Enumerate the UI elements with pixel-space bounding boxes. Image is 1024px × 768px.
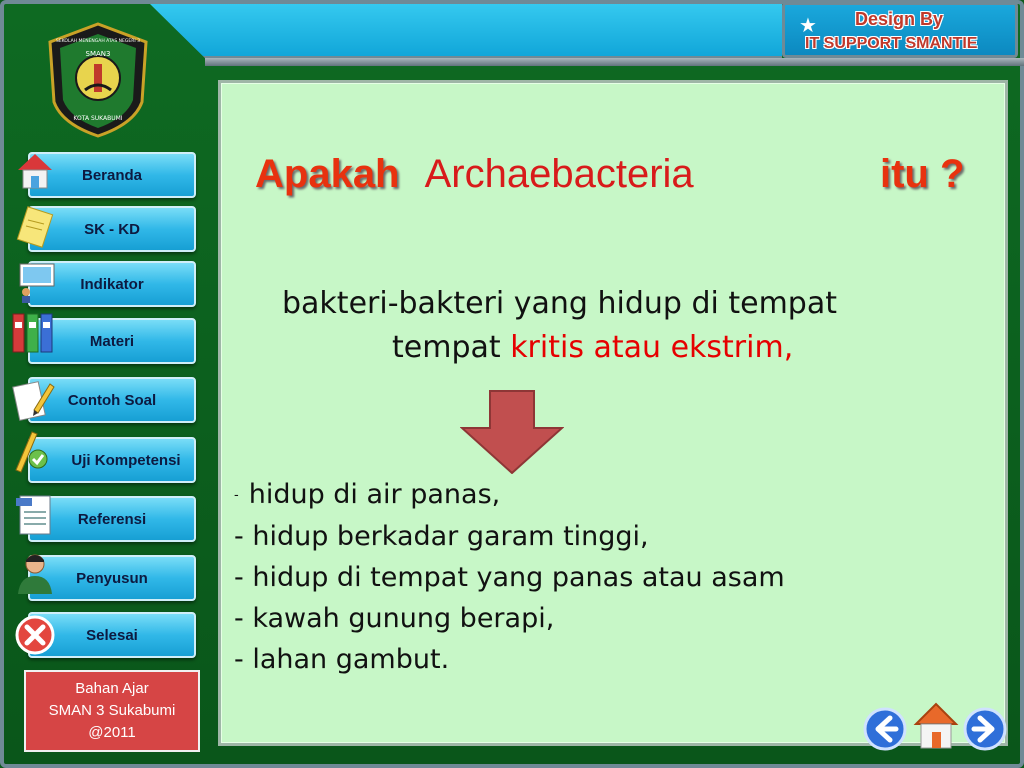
menu-label: Materi xyxy=(89,332,135,350)
habitat-list xyxy=(234,474,974,680)
menu-label: Beranda xyxy=(81,166,143,184)
school-logo xyxy=(38,20,158,140)
list-item xyxy=(234,516,974,557)
list-item xyxy=(234,639,974,680)
definition-line2-red: kritis atau ekstrim, xyxy=(510,330,794,365)
logo-center-text: SMAN3 xyxy=(85,50,111,58)
slide-title xyxy=(255,152,1000,212)
logo-school-text: SEKOLAH MENENGAH ATAS NEGERI 3 xyxy=(56,39,140,44)
presentation-board-icon xyxy=(12,258,58,304)
document-icon xyxy=(10,492,56,538)
title-archaebacteria: Archaebacteria xyxy=(424,152,694,196)
it-support-label: IT SUPPORT SMANTIE xyxy=(805,35,978,52)
menu-label: Penyusun xyxy=(76,569,148,587)
list-item-text: hidup di air panas, xyxy=(248,479,501,510)
list-item xyxy=(234,557,974,598)
definition-text xyxy=(282,282,982,370)
pencil-paper-icon xyxy=(10,376,56,422)
menu-uji-kompetensi-button[interactable] xyxy=(28,437,196,483)
definition-line1: bakteri-bakteri yang hidup di tempat xyxy=(282,286,837,321)
list-dash: - xyxy=(234,603,244,634)
list-item xyxy=(234,474,974,516)
binders-icon xyxy=(10,310,56,356)
design-by-label: Design By xyxy=(855,9,944,29)
close-icon xyxy=(12,612,58,658)
notepad-icon xyxy=(12,204,58,250)
menu-label: SK - KD xyxy=(84,220,140,238)
arrow-left-icon[interactable] xyxy=(862,706,908,752)
home-icon[interactable] xyxy=(912,700,960,752)
list-item-text: hidup di tempat yang panas atau asam xyxy=(252,562,785,593)
logo-city-text: KOTA SUKABUMI xyxy=(73,115,123,122)
list-dash: - xyxy=(234,521,244,552)
definition-line2 xyxy=(282,326,982,370)
list-item-text: lahan gambut. xyxy=(252,644,450,675)
menu-label: Uji Kompetensi xyxy=(71,451,181,469)
definition-line2-black: tempat xyxy=(392,330,501,365)
top-banner xyxy=(150,4,782,60)
list-item-text: kawah gunung berapi, xyxy=(252,603,555,634)
top-divider xyxy=(205,58,1024,66)
list-dash: - xyxy=(234,644,244,675)
list-dash: - xyxy=(234,488,239,503)
bahan-ajar-line3: @2011 xyxy=(88,724,136,741)
menu-label: Selesai xyxy=(86,626,138,644)
menu-label: Indikator xyxy=(80,275,144,293)
design-by-badge xyxy=(782,2,1018,58)
title-itu: itu ? xyxy=(880,152,965,196)
pencil-check-icon xyxy=(6,428,52,474)
list-item xyxy=(234,598,974,639)
star-icon: ★ xyxy=(799,13,817,37)
arrow-down-icon xyxy=(460,390,564,474)
bahan-ajar-label xyxy=(24,670,200,752)
person-icon xyxy=(12,550,58,596)
title-apakah: Apakah xyxy=(255,152,400,196)
bahan-ajar-line1: Bahan Ajar xyxy=(75,680,149,697)
bahan-ajar-line2: SMAN 3 Sukabumi xyxy=(48,702,176,719)
house-icon xyxy=(12,148,58,194)
menu-label: Referensi xyxy=(77,510,147,528)
arrow-right-icon[interactable] xyxy=(962,706,1008,752)
list-dash: - xyxy=(234,562,244,593)
menu-label: Contoh Soal xyxy=(67,391,157,409)
list-item-text: hidup berkadar garam tinggi, xyxy=(252,521,649,552)
